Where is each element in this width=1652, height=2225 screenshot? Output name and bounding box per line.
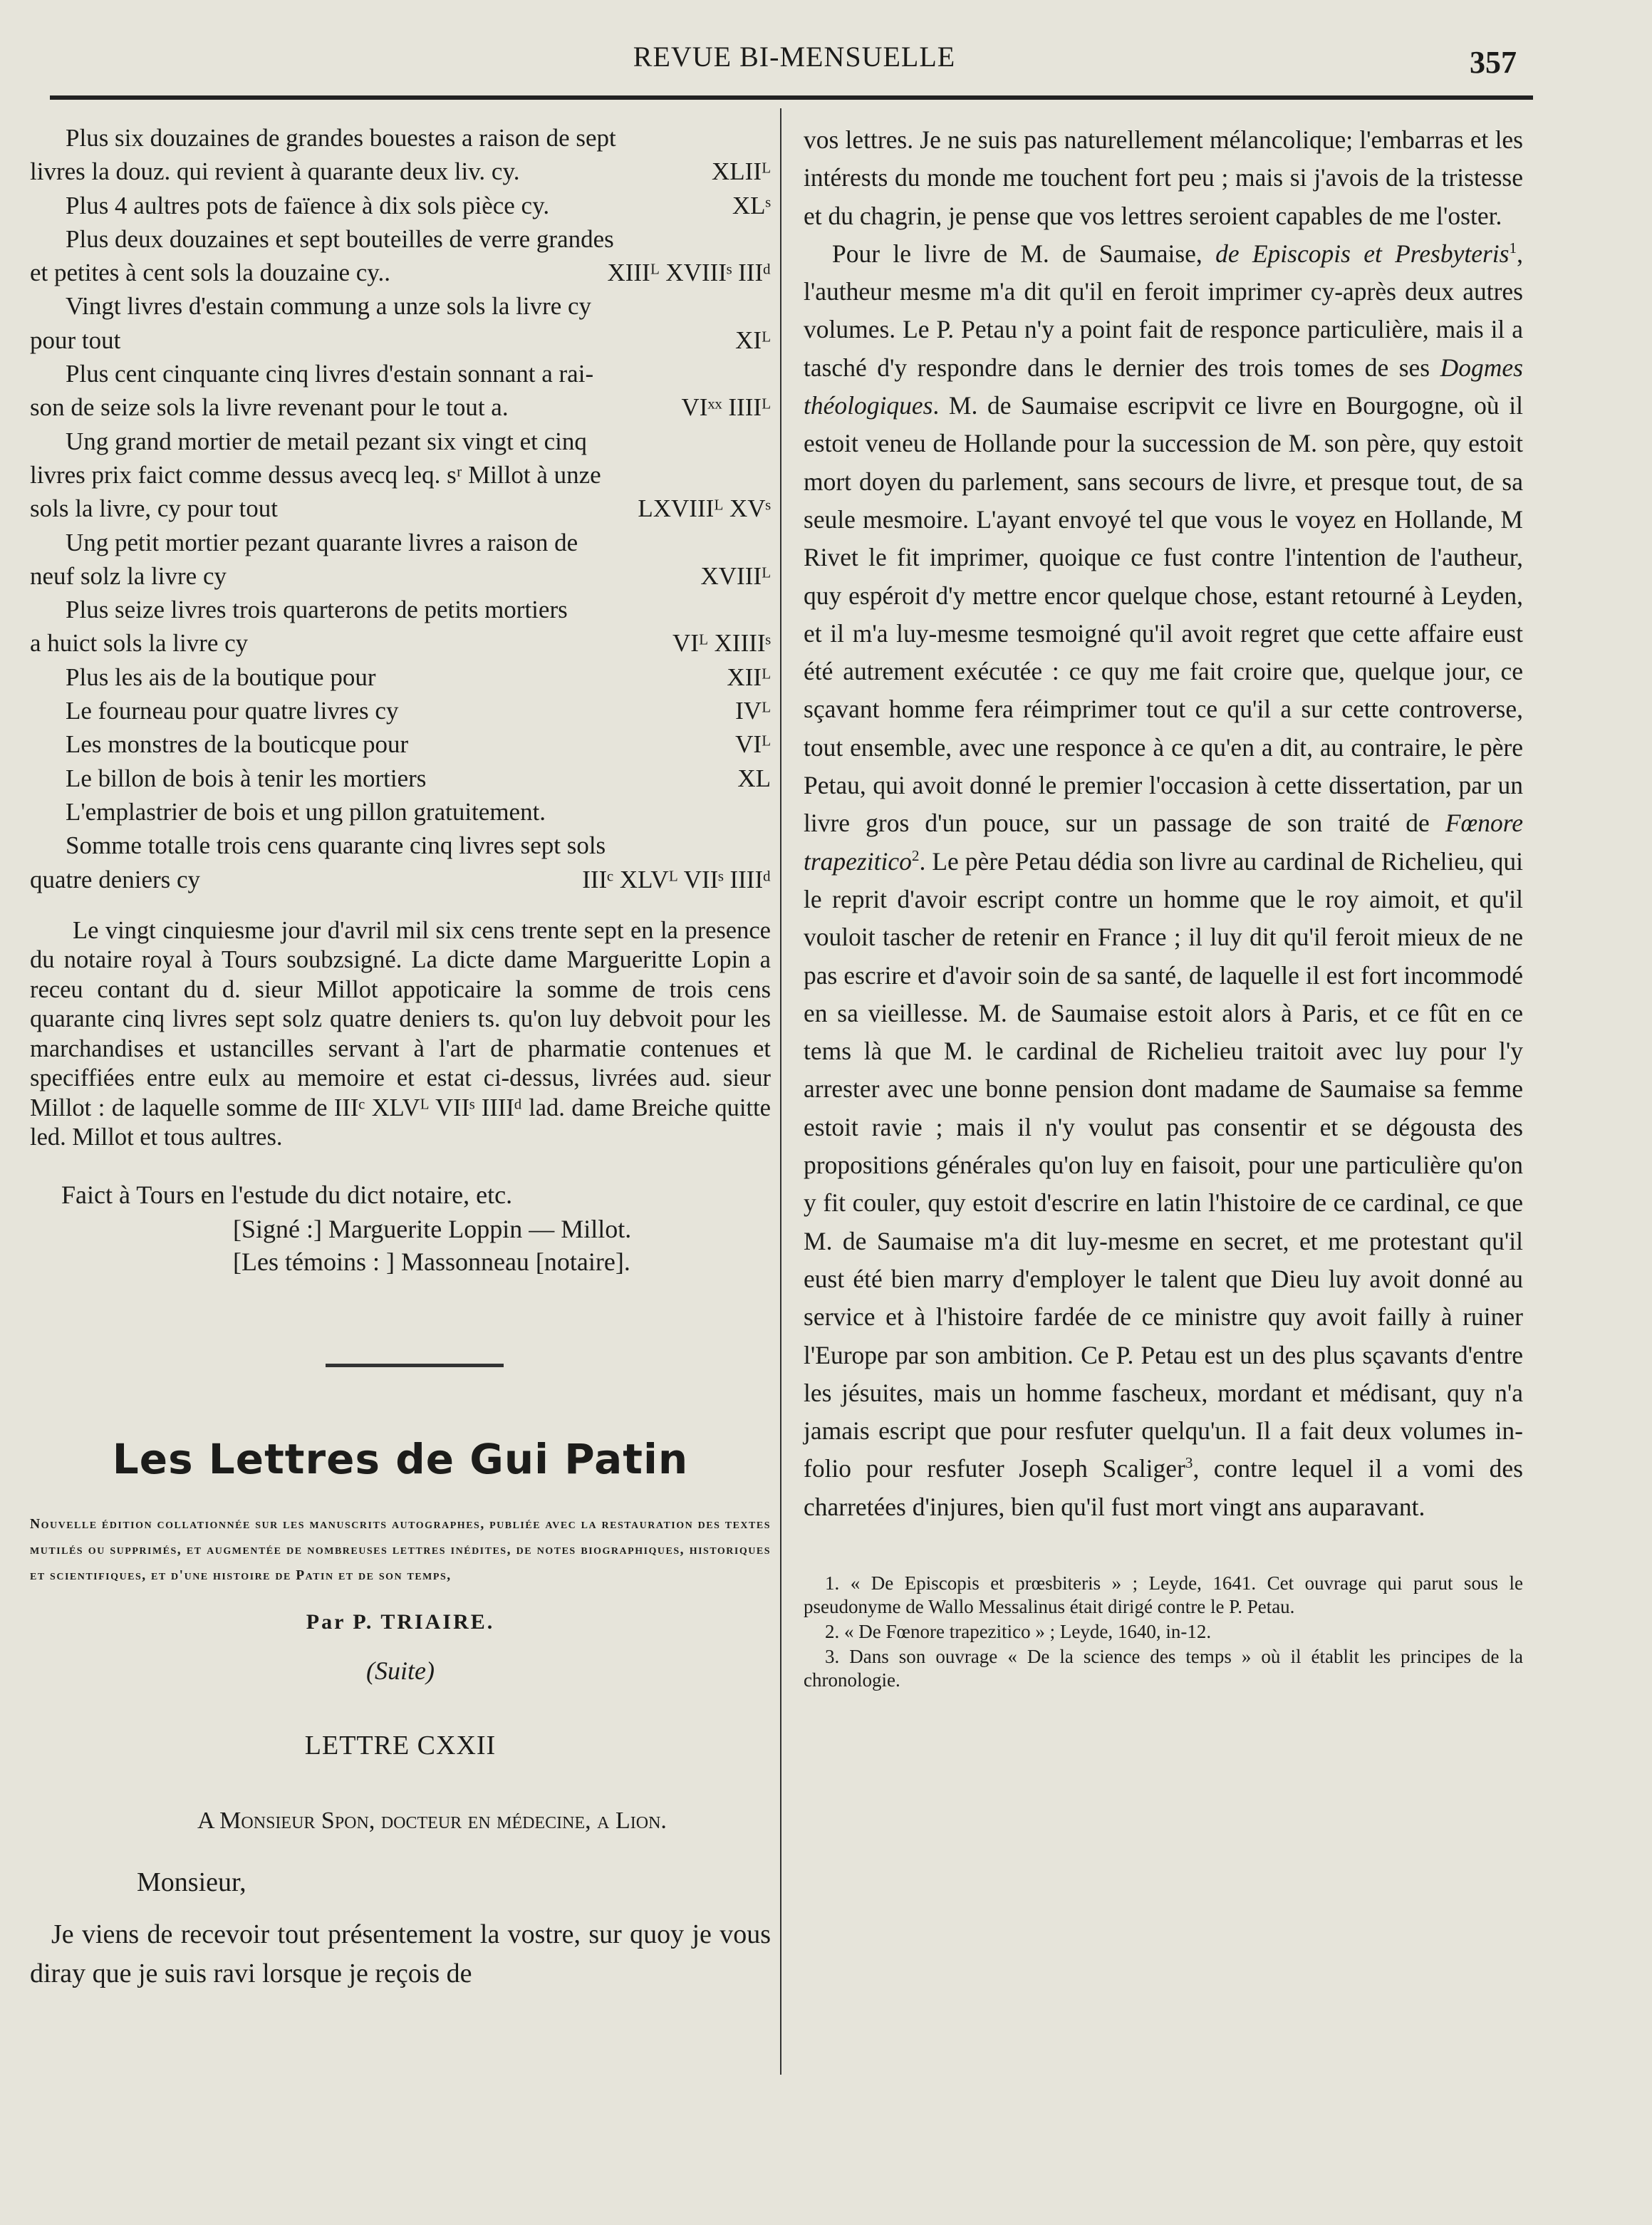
- article-byline: Par P. TRIAIRE.: [306, 1610, 495, 1634]
- inventory-item-text: Le fourneau pour quatre livres cy: [66, 697, 399, 725]
- inventory-line: [30, 660, 771, 694]
- letter-address: A Monsieur Spon, docteur en médecine, a Lion.: [197, 1808, 667, 1835]
- inventory-line: [30, 121, 771, 155]
- inventory-amount: XIIIᴸ XVIIIˢ IIIᵈ: [607, 259, 771, 287]
- inventory-item-text: a huict sols la livre cy: [30, 629, 249, 658]
- inventory-line: [30, 458, 771, 492]
- header-rule: [50, 95, 1533, 100]
- running-header-title: REVUE BI-MENSUELLE: [633, 41, 956, 73]
- inventory-item-text: son de seize sols la livre revenant pour le tout a.: [30, 393, 509, 422]
- quittance-paragraph: Le vingt cinquiesme jour d'avril mil six cens trente sept en la presence du notaire royal à Tours soubzsigné. La dicte dame Margueritte Lopin a receu contant du d. sieur Millot appoticaire la somme de trois cens quarante cinq livres sept solz quatre deniers ts. qu'on luy debvoit pour les marchandises et ustancilles servant à l'art de pharmatie contenues et speciffiées entre eulx au memoire et estat ci-dessus, livrées aud. sieur Millot : de laquelle somme de IIIᶜ XLVᴸ VIIˢ IIIIᵈ lad. dame Breiche quitte led. Millot et tous aultres.: [30, 916, 771, 1151]
- inventory-line: [30, 390, 771, 424]
- inventory-amount: XVIIIᴸ: [700, 561, 771, 590]
- inventory-item-text: livres la douz. qui revient à quarante deux liv. cy.: [30, 157, 520, 186]
- letter-paragraph-1: vos lettres. Je ne suis pas naturellement mélancolique; l'embarras et les intérests du monde me touchent fort peu ; mais si j'avois de la tristesse et du chagrin, je pense que vos lettres seroient capables de me l'oster.: [804, 125, 1523, 230]
- inventory-line: [30, 559, 771, 593]
- inventory-line: [30, 526, 771, 559]
- inventory-item-text: et petites à cent sols la douzaine cy..: [30, 259, 391, 287]
- inventory-item-text: Plus six douzaines de grandes bouestes a raison de sept: [66, 124, 616, 152]
- suite-label: (Suite): [366, 1656, 435, 1686]
- inventory-item-text: Vingt livres d'estain commung a unze sols la livre cy: [66, 292, 592, 321]
- inventory-line: [30, 289, 771, 323]
- inventory-amount: VIᴸ XIIIIˢ: [672, 629, 771, 658]
- footnote-ref-1: 1: [1509, 239, 1517, 257]
- letter-heading: LETTRE CXXII: [304, 1731, 497, 1761]
- article-subtitle: Nouvelle édition collationnée sur les manuscrits autographes, publiée avec la restauration des textes mutilés ou supprimés, et augmentée de nombreuses lettres inédites, de notes biographiques, historiques et scientifiques, et d'une histoire de Patin et de son temps,: [30, 1517, 771, 1584]
- inventory-line: [30, 425, 771, 458]
- inventory-amount: VIˣˣ IIIIᴸ: [681, 393, 771, 422]
- inventory-item-text: Plus deux douzaines et sept bouteilles de verre grandes: [66, 224, 614, 253]
- inventory-amount: XL: [737, 764, 771, 792]
- right-column: [804, 121, 1523, 1694]
- article-title: Les Lettres de Gui Patin: [112, 1435, 689, 1484]
- signature-line-1: [Signé :] Marguerite Loppin — Millot.: [233, 1215, 632, 1244]
- inventory-item-text: pour tout: [30, 326, 121, 354]
- inventory-amount: XIIᴸ: [727, 663, 771, 691]
- inventory-line: [30, 155, 771, 188]
- inventory-amount: IVᴸ: [735, 697, 771, 725]
- inventory-line: [30, 222, 771, 256]
- letter-opening: Je viens de recevoir tout présentement la vostre, sur quoy je vous diray que je suis ravi lorsque je reçois de: [30, 1919, 771, 1989]
- left-column: [30, 121, 771, 2021]
- inventory-line: [30, 323, 771, 357]
- inventory-item-text: Les monstres de la bouticque pour: [66, 730, 409, 759]
- inventory-item-text: Le billon de bois à tenir les mortiers: [66, 764, 427, 792]
- inventory-item-text: livres prix faict comme dessus avecq leq. sʳ Millot à unze: [30, 460, 601, 489]
- inventory-item-text: Somme totalle trois cens quarante cinq livres sept sols: [66, 831, 606, 860]
- footnote-2: 2. « De Fœnore trapezitico » ; Leyde, 1640, in-12.: [825, 1620, 1212, 1642]
- inventory-list: [30, 121, 771, 896]
- inventory-line: [30, 727, 771, 761]
- inventory-item-text: Plus seize livres trois quarterons de petits mortiers: [66, 596, 568, 624]
- inventory-item-text: Plus 4 aultres pots de faïence à dix sols pièce cy.: [66, 191, 550, 219]
- inventory-line: [30, 795, 771, 829]
- inventory-item-text: Ung petit mortier pezant quarante livres a raison de: [66, 528, 578, 556]
- inventory-line: [30, 863, 771, 896]
- inventory-line: [30, 593, 771, 626]
- inventory-item-text: L'emplastrier de bois et ung pillon gratuitement.: [66, 797, 546, 826]
- signature-line-2: [Les témoins : ] Massonneau [notaire].: [233, 1248, 630, 1277]
- footnote-ref-3: 3: [1185, 1454, 1193, 1472]
- inventory-line: [30, 492, 771, 525]
- letter-paragraph-2: Pour le livre de M. de Saumaise, de Episcopis et Presbyteris$^1$, l'autheur mesme m'a dit qu'il en feroit imprimer cy-après deux autres volumes. Le P. Petau n'y a point fait de responce particulière, mais il a tasché d'y respondre dans le dernier des trois tomes de ses Dogmes théologiques. M. de Saumaise escripvit ce livre en Bourgogne, où il estoit veneu de Hollande pour la succession de M. son père, quy estoit mort doyen du parlement, sans secours de livre, et presque tout, de sa seule mesmoire. L'ayant envoyé tel que vous le voyez en Hollande, M Rivet le fit imprimer, quoique ce fust contre l'intention de l'autheur, quy espéroit d'y mettre encor quelque chose, estant retourné à Leyden, et il m'a luy-mesme tesmoigné qu'il avoit regret que cette affaire eust été autrement exécutée : ce quy me fait croire que, quelque jour, ce sçavant homme fera réimprimer tout ce qu'il a sur cette controverse, tout ensemble, avec une responce à ce qu'en a dit, au contraire, le père Petau, qui avoit donné le premier l'occasion à cette dissertation, par un livre gros d'un pouce, sur un passage de son traité de Fœnore trapezitico$^2$. Le père Petau dédia son livre au cardinal de Richelieu, qui le reprit d'avoir escript contre un homme que le roy aimoit, et qu'il vouloit tascher de retenir en France ; il luy dit qu'il feroit mieux de ne pas escrire et d'avoir soin de sa santé, de laquelle il est fort incommodé en sa vieillesse. M. de Saumaise estoit alors à Paris, et ce fût en ce tems là que M. le cardinal de Richelieu traitoit avec luy pour l'y arrester avec une bonne pension dont madame de Saumaise sa femme estoit ravie ; mais il n'y voulut pas consentir et se dégousta des propositions générales qu'on luy en faisoit, pour une particulière qu'on y fit couler, quy estoit d'escrire en latin l'histoire de ce cardinal, ce que M. de Saumaise m'a dit luy-mesme en secret, et me protestant qu'il eust été bien marry d'employer le talent que Dieu luy avoit donné au service et à l'histoire fardée de ce ministre quy avoit failly à ruiner l'Europe par son ambition. Ce P. Petau est un des plus sçavants d'entre les jésuites, mais un homme fascheux, mordant et médisant, quy n'a jamais escript que pour resfuter quelqu'un. Il a fait deux volumes in-folio pour resfuter Joseph Scaliger$^3$, contre lequel il a vomi des charretées d'injures, bien qu'il fust mort vingt ans auparavant.: [804, 239, 1523, 1521]
- inventory-amount: XLIIᴸ: [712, 157, 771, 186]
- inventory-line: [30, 694, 771, 727]
- footnote-3: 3. Dans son ouvrage « De la science des temps » où il établit les principes de la chronologie.: [804, 1645, 1523, 1691]
- inventory-line: [30, 762, 771, 795]
- footnote-ref-2: 2: [911, 846, 920, 864]
- inventory-amount: IIIᶜ XLVᴸ VIIˢ IIIIᵈ: [582, 865, 771, 893]
- inventory-line: [30, 256, 771, 289]
- page-number: 357: [1470, 45, 1517, 80]
- inventory-line: [30, 189, 771, 222]
- inventory-amount: XIᴸ: [735, 326, 771, 354]
- inventory-amount: VIᴸ: [735, 730, 771, 759]
- inventory-line: [30, 626, 771, 660]
- inventory-amount: XLˢ: [732, 191, 771, 219]
- footnotes: [804, 1572, 1523, 1692]
- inventory-item-text: Plus cent cinquante cinq livres d'estain sonnant a rai-: [66, 360, 594, 388]
- faict-line: Faict à Tours en l'estude du dict notaire, etc.: [61, 1181, 513, 1210]
- inventory-line: [30, 357, 771, 390]
- inventory-item-text: Plus les ais de la boutique pour: [66, 663, 376, 691]
- inventory-line: [30, 829, 771, 862]
- inventory-item-text: Ung grand mortier de metail pezant six vingt et cinq: [66, 427, 587, 455]
- inventory-item-text: quatre deniers cy: [30, 865, 201, 893]
- letter-salutation: Monsieur,: [137, 1867, 246, 1898]
- footnote-1: 1. « De Episcopis et prœsbiteris » ; Leyde, 1641. Cet ouvrage qui parut sous le pseudonyme de Wallo Messalinus était dirigé contre le P. Petau.: [804, 1572, 1523, 1617]
- inventory-item-text: sols la livre, cy pour tout: [30, 494, 279, 523]
- section-divider: [326, 1364, 504, 1367]
- inventory-amount: LXVIIIᴸ XVˢ: [638, 494, 771, 523]
- column-divider: [780, 108, 781, 2075]
- inventory-item-text: neuf solz la livre cy: [30, 561, 227, 590]
